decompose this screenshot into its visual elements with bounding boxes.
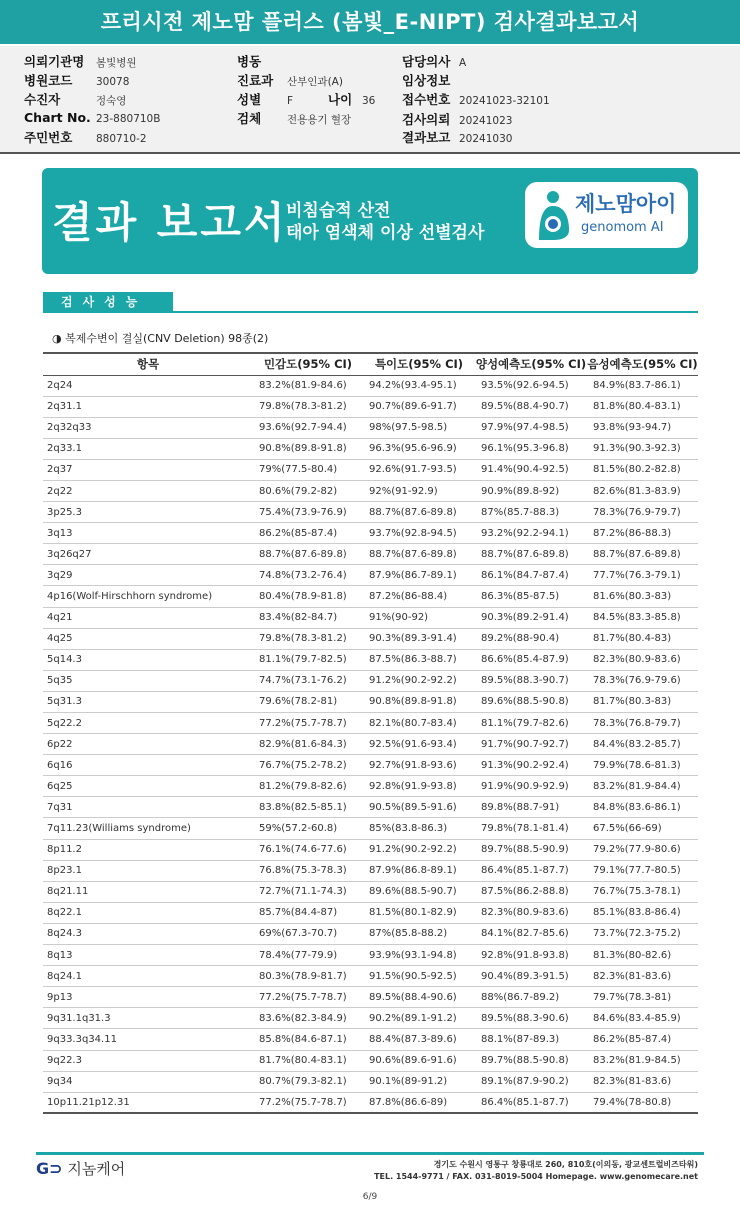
table-row (43, 691, 698, 712)
cell-value: 90.2%(89.1-91.2) (363, 1008, 475, 1029)
cell-value: 94.2%(93.4-95.1) (363, 375, 475, 396)
table-row (43, 1071, 698, 1092)
cell-value: 89.6%(88.5-90.7) (363, 881, 475, 902)
cell-item: 9q22.3 (43, 1050, 253, 1071)
table-row (43, 544, 698, 565)
banner-subtitle (286, 200, 484, 244)
cell-value: 82.3%(80.9-83.6) (587, 649, 698, 670)
cell-value: 69%(67.3-70.7) (253, 923, 363, 944)
banner-title: 결과 보고서 (52, 198, 288, 247)
cell-value: 83.2%(81.9-84.6) (253, 375, 363, 396)
cell-value: 76.8%(75.3-78.3) (253, 860, 363, 881)
cell-value: 96.1%(95.3-96.8) (475, 438, 587, 459)
cell-value: 84.8%(83.6-86.1) (587, 797, 698, 818)
cell-value: 67.5%(66-69) (587, 818, 698, 839)
cell-value: 82.1%(80.7-83.4) (363, 713, 475, 734)
table-row (43, 670, 698, 691)
table-row (43, 734, 698, 755)
table-row (43, 881, 698, 902)
info-value: 20241030 (459, 133, 513, 145)
cell-item: 3q13 (43, 523, 253, 544)
info-value: 880710-2 (96, 133, 147, 145)
cell-value: 82.6%(81.3-83.9) (587, 480, 698, 501)
cell-item: 8q13 (43, 945, 253, 966)
cell-value: 88%(86.7-89.2) (475, 987, 587, 1008)
cell-value: 79.9%(78.6-81.3) (587, 755, 698, 776)
table-row (43, 396, 698, 417)
cell-value: 86.4%(85.1-87.7) (475, 1092, 587, 1113)
info-row-request-date (402, 110, 512, 128)
cell-value: 82.3%(81-83.6) (587, 966, 698, 987)
cell-value: 85%(83.8-86.3) (363, 818, 475, 839)
info-label: 병원코드 (24, 73, 73, 88)
cell-value: 92.5%(91.6-93.4) (363, 734, 475, 755)
cell-value: 81.1%(79.7-82.6) (475, 713, 587, 734)
cell-value: 77.2%(75.7-78.7) (253, 713, 363, 734)
info-value: 산부인과(A) (287, 76, 343, 88)
cell-value: 81.2%(79.8-82.6) (253, 776, 363, 797)
cell-value: 92.8%(91.8-93.8) (475, 945, 587, 966)
info-label: 접수번호 (402, 92, 451, 107)
cell-item: 8q24.3 (43, 923, 253, 944)
cell-value: 87%(85.8-88.2) (363, 923, 475, 944)
cell-value: 83.2%(81.9-84.5) (587, 1050, 698, 1071)
cell-value: 86.6%(85.4-87.9) (475, 649, 587, 670)
cell-value: 89.2%(88-90.4) (475, 628, 587, 649)
cell-value: 74.7%(73.1-76.2) (253, 670, 363, 691)
table-row (43, 713, 698, 734)
cell-value: 88.4%(87.3-89.6) (363, 1029, 475, 1050)
cell-item: 7q11.23(Williams syndrome) (43, 818, 253, 839)
cell-item: 6q25 (43, 776, 253, 797)
cell-item: 4q25 (43, 628, 253, 649)
cell-value: 92.7%(91.8-93.6) (363, 755, 475, 776)
cell-value: 79.7%(78.3-81) (587, 987, 698, 1008)
cell-item: 3q29 (43, 565, 253, 586)
header-specificity: 특이도(95% CI) (363, 353, 475, 375)
cell-item: 4p16(Wolf-Hirschhorn syndrome) (43, 586, 253, 607)
info-label: 성별 (237, 92, 262, 107)
cell-value: 91.9%(90.9-92.9) (475, 776, 587, 797)
cell-value: 97.9%(97.4-98.5) (475, 417, 587, 438)
cell-value: 90.6%(89.6-91.6) (363, 1050, 475, 1071)
cell-value: 89.8%(88.7-91) (475, 797, 587, 818)
table-row (43, 860, 698, 881)
header-npv: 음성예측도(95% CI) (587, 353, 698, 375)
info-row-patient (24, 90, 126, 108)
cell-value: 88.7%(87.6-89.8) (587, 544, 698, 565)
cell-value: 92.8%(91.9-93.8) (363, 776, 475, 797)
banner-subtitle-line2: 태아 염색체 이상 선별검사 (286, 223, 485, 243)
cell-item: 9p13 (43, 987, 253, 1008)
table-row (43, 1092, 698, 1113)
info-value: 전용용기 혈장 (287, 114, 352, 126)
cell-value: 88.7%(87.6-89.8) (475, 544, 587, 565)
info-label: Chart No. (24, 110, 91, 125)
cell-value: 78.3%(76.9-79.7) (587, 502, 698, 523)
cell-item: 6p22 (43, 734, 253, 755)
cell-value: 85.1%(83.8-86.4) (587, 902, 698, 923)
cell-value: 91.3%(90.3-92.3) (587, 438, 698, 459)
cell-item: 10p11.21p12.31 (43, 1092, 253, 1113)
table-row (43, 797, 698, 818)
info-value: 36 (362, 95, 376, 107)
cell-value: 77.2%(75.7-78.7) (253, 987, 363, 1008)
cell-value: 79.2%(77.9-80.6) (587, 839, 698, 860)
cell-item: 2q31.1 (43, 396, 253, 417)
genomom-logo (525, 182, 688, 248)
cell-value: 86.2%(85-87.4) (253, 523, 363, 544)
info-row-age (328, 90, 375, 108)
cell-value: 79.8%(78.1-81.4) (475, 818, 587, 839)
logo-subtext: genomom AI (581, 220, 664, 235)
cell-item: 5q31.3 (43, 691, 253, 712)
table-row (43, 1050, 698, 1071)
info-row-receipt-no (402, 90, 550, 108)
cell-item: 8q22.1 (43, 902, 253, 923)
cell-value: 87.2%(86-88.3) (587, 523, 698, 544)
logo-text: 제노맘아이 (575, 192, 677, 216)
cell-value: 89.7%(88.5-90.8) (475, 1050, 587, 1071)
cell-value: 78.3%(76.9-79.6) (587, 670, 698, 691)
cell-item: 8q21.11 (43, 881, 253, 902)
table-row (43, 438, 698, 459)
cell-value: 88.7%(87.6-89.8) (363, 544, 475, 565)
cell-value: 83.4%(82-84.7) (253, 607, 363, 628)
info-label: 검사의뢰 (402, 112, 451, 127)
cell-value: 81.1%(79.7-82.5) (253, 649, 363, 670)
info-value: 20241023-32101 (459, 95, 550, 107)
cell-value: 87.9%(86.7-89.1) (363, 565, 475, 586)
cell-value: 89.1%(87.9-90.2) (475, 1071, 587, 1092)
cell-item: 5q35 (43, 670, 253, 691)
cell-value: 88.7%(87.6-89.8) (363, 502, 475, 523)
cell-value: 87.8%(86.6-89) (363, 1092, 475, 1113)
table-row (43, 480, 698, 501)
cell-item: 2q24 (43, 375, 253, 396)
info-value: 정숙영 (96, 95, 127, 107)
table-row (43, 417, 698, 438)
info-label: 담당의사 (402, 54, 451, 69)
cell-value: 87.9%(86.8-89.1) (363, 860, 475, 881)
info-label: 나이 (328, 92, 353, 107)
cell-value: 83.6%(82.3-84.9) (253, 1008, 363, 1029)
info-label: 검체 (237, 111, 262, 126)
cell-value: 73.7%(72.3-75.2) (587, 923, 698, 944)
info-row-report-date (402, 128, 512, 146)
cell-value: 76.7%(75.3-78.1) (587, 881, 698, 902)
table-subheading: ◑ 복제수변이 결실(CNV Deletion) 98종(2) (52, 332, 269, 345)
table-row (43, 502, 698, 523)
table-row (43, 628, 698, 649)
cell-item: 2q33.1 (43, 438, 253, 459)
cell-value: 84.6%(83.4-85.9) (587, 1008, 698, 1029)
cell-value: 90.4%(89.3-91.5) (475, 966, 587, 987)
cell-value: 91.4%(90.4-92.5) (475, 459, 587, 480)
cell-value: 91.7%(90.7-92.7) (475, 734, 587, 755)
patient-info-panel (0, 46, 740, 154)
cell-value: 81.7%(80.4-83) (587, 628, 698, 649)
info-label: 결과보고 (402, 130, 451, 145)
cell-value: 81.5%(80.1-82.9) (363, 902, 475, 923)
page-number: 6/9 (362, 1192, 378, 1202)
cell-value: 81.6%(80.3-83) (587, 586, 698, 607)
footer-divider (36, 1152, 704, 1155)
info-row-sex (237, 90, 293, 108)
info-label: 주민번호 (24, 130, 73, 145)
cell-value: 82.3%(81-83.6) (587, 1071, 698, 1092)
table-row (43, 755, 698, 776)
cell-value: 78.3%(76.8-79.7) (587, 713, 698, 734)
cell-item: 6q16 (43, 755, 253, 776)
cell-item: 8p11.2 (43, 839, 253, 860)
table-row (43, 586, 698, 607)
company-name: 지놈케어 (67, 1160, 126, 1178)
cell-value: 74.8%(73.2-76.4) (253, 565, 363, 586)
cell-value: 90.9%(89.8-92) (475, 480, 587, 501)
cell-item: 2q22 (43, 480, 253, 501)
table-row (43, 523, 698, 544)
info-label: 임상정보 (402, 73, 451, 88)
table-row (43, 987, 698, 1008)
header-item: 항목 (43, 353, 253, 375)
cell-value: 93.5%(92.6-94.5) (475, 375, 587, 396)
cell-value: 81.7%(80.4-83.1) (253, 1050, 363, 1071)
performance-table (43, 352, 698, 1114)
cell-value: 79.8%(78.3-81.2) (253, 628, 363, 649)
banner-subtitle-line1: 비침습적 산전 (286, 201, 391, 221)
cell-value: 87.5%(86.3-88.7) (363, 649, 475, 670)
cell-value: 81.3%(80-82.6) (587, 945, 698, 966)
cell-item: 9q34 (43, 1071, 253, 1092)
info-row-department (237, 71, 343, 89)
info-value: A (459, 57, 467, 69)
cell-value: 89.6%(88.5-90.8) (475, 691, 587, 712)
cell-value: 79.1%(77.7-80.5) (587, 860, 698, 881)
cell-value: 72.7%(71.1-74.3) (253, 881, 363, 902)
cell-value: 83.2%(81.9-84.4) (587, 776, 698, 797)
cell-value: 89.5%(88.4-90.7) (475, 396, 587, 417)
info-value: 23-880710B (96, 113, 161, 125)
cell-value: 88.7%(87.6-89.8) (253, 544, 363, 565)
cell-value: 84.5%(83.3-85.8) (587, 607, 698, 628)
cell-value: 87%(85.7-88.3) (475, 502, 587, 523)
cell-item: 9q33.3q34.11 (43, 1029, 253, 1050)
info-row-clinical-info (402, 71, 459, 89)
info-value: F (287, 95, 294, 107)
cell-item: 3p25.3 (43, 502, 253, 523)
cell-value: 75.4%(73.9-76.9) (253, 502, 363, 523)
cell-value: 98%(97.5-98.5) (363, 417, 475, 438)
cell-value: 78.4%(77-79.9) (253, 945, 363, 966)
footer-address-block (374, 1159, 698, 1183)
table-row (43, 923, 698, 944)
info-label: 병동 (237, 54, 262, 69)
table-row (43, 945, 698, 966)
cell-value: 82.3%(80.9-83.6) (475, 902, 587, 923)
cell-value: 88.1%(87-89.3) (475, 1029, 587, 1050)
cell-value: 93.6%(92.7-94.4) (253, 417, 363, 438)
cell-value: 81.5%(80.2-82.8) (587, 459, 698, 480)
cell-value: 79.4%(78-80.8) (587, 1092, 698, 1113)
info-row-hospital-name (24, 52, 137, 70)
table-row (43, 1029, 698, 1050)
cell-item: 8p23.1 (43, 860, 253, 881)
cell-value: 84.4%(83.2-85.7) (587, 734, 698, 755)
table-row (43, 818, 698, 839)
cell-value: 81.8%(80.4-83.1) (587, 396, 698, 417)
cell-value: 86.2%(85-87.4) (587, 1029, 698, 1050)
cell-value: 85.7%(84.4-87) (253, 902, 363, 923)
cell-value: 77.2%(75.7-78.7) (253, 1092, 363, 1113)
cell-value: 80.7%(79.3-82.1) (253, 1071, 363, 1092)
cell-value: 90.3%(89.2-91.4) (475, 607, 587, 628)
report-title: 프리시전 제노맘 플러스 (봄빛_E-NIPT) 검사결과보고서 (0, 0, 740, 44)
cell-value: 79.6%(78.2-81) (253, 691, 363, 712)
cell-value: 83.8%(82.5-85.1) (253, 797, 363, 818)
cell-value: 91.3%(90.2-92.4) (475, 755, 587, 776)
cell-value: 90.5%(89.5-91.6) (363, 797, 475, 818)
cell-value: 87.5%(86.2-88.8) (475, 881, 587, 902)
cell-item: 5q14.3 (43, 649, 253, 670)
info-row-doctor (402, 52, 466, 70)
cell-item: 8q24.1 (43, 966, 253, 987)
cell-value: 80.6%(79.2-82) (253, 480, 363, 501)
cell-value: 93.7%(92.8-94.5) (363, 523, 475, 544)
info-row-ward (237, 52, 287, 70)
cell-value: 89.5%(88.4-90.6) (363, 987, 475, 1008)
header-sensitivity: 민감도(95% CI) (253, 353, 363, 375)
cell-value: 93.9%(93.1-94.8) (363, 945, 475, 966)
cell-item: 5q22.2 (43, 713, 253, 734)
cell-value: 91.2%(90.2-92.2) (363, 839, 475, 860)
info-label: 진료과 (237, 73, 274, 88)
cell-value: 80.4%(78.9-81.8) (253, 586, 363, 607)
info-value: 봄빛병원 (96, 57, 137, 69)
table-row (43, 459, 698, 480)
cell-value: 92%(91-92.9) (363, 480, 475, 501)
cell-value: 77.7%(76.3-79.1) (587, 565, 698, 586)
genomecare-logo-icon: G⊃ (36, 1159, 63, 1178)
cell-value: 93.8%(93-94.7) (587, 417, 698, 438)
header-ppv: 양성예측도(95% CI) (475, 353, 587, 375)
table-row (43, 839, 698, 860)
info-row-chart-no (24, 110, 160, 125)
table-header-row (43, 353, 698, 375)
table-row (43, 1008, 698, 1029)
cell-value: 96.3%(95.6-96.9) (363, 438, 475, 459)
cell-item: 7q31 (43, 797, 253, 818)
table-row (43, 607, 698, 628)
cell-value: 79%(77.5-80.4) (253, 459, 363, 480)
cell-item: 9q31.1q31.3 (43, 1008, 253, 1029)
company-address: 경기도 수원시 영통구 창룡대로 260, 810호(이의동, 광교센트럴비즈타워) (433, 1160, 698, 1169)
footer-company (36, 1158, 125, 1179)
cell-value: 89.7%(88.5-90.9) (475, 839, 587, 860)
cell-value: 90.8%(89.8-91.8) (253, 438, 363, 459)
cell-value: 84.9%(83.7-86.1) (587, 375, 698, 396)
table-row (43, 375, 698, 396)
cell-value: 87.2%(86-88.4) (363, 586, 475, 607)
table-row (43, 902, 698, 923)
cell-value: 80.3%(78.9-81.7) (253, 966, 363, 987)
section-title: 검사성능 (43, 292, 173, 312)
info-value: 20241023 (459, 115, 513, 127)
cell-value: 84.1%(82.7-85.6) (475, 923, 587, 944)
cell-value: 81.7%(80.3-83) (587, 691, 698, 712)
cell-value: 89.5%(88.3-90.7) (475, 670, 587, 691)
cell-value: 90.8%(89.8-91.8) (363, 691, 475, 712)
section-divider (43, 311, 698, 313)
cell-value: 91%(90-92) (363, 607, 475, 628)
cell-value: 76.7%(75.2-78.2) (253, 755, 363, 776)
cell-value: 86.3%(85-87.5) (475, 586, 587, 607)
cell-value: 85.8%(84.6-87.1) (253, 1029, 363, 1050)
info-row-specimen (237, 109, 351, 127)
cell-value: 82.9%(81.6-84.3) (253, 734, 363, 755)
cell-value: 92.6%(91.7-93.5) (363, 459, 475, 480)
cell-value: 90.3%(89.3-91.4) (363, 628, 475, 649)
cell-item: 2q37 (43, 459, 253, 480)
cell-value: 91.2%(90.2-92.2) (363, 670, 475, 691)
info-row-id-number (24, 128, 147, 146)
mother-baby-icon (531, 188, 575, 242)
cell-value: 86.4%(85.1-87.7) (475, 860, 587, 881)
info-value: 30078 (96, 76, 130, 88)
cell-value: 86.1%(84.7-87.4) (475, 565, 587, 586)
table-row (43, 565, 698, 586)
cell-value: 93.2%(92.2-94.1) (475, 523, 587, 544)
cell-value: 90.7%(89.6-91.7) (363, 396, 475, 417)
cell-value: 89.5%(88.3-90.6) (475, 1008, 587, 1029)
cell-value: 59%(57.2-60.8) (253, 818, 363, 839)
cell-value: 79.8%(78.3-81.2) (253, 396, 363, 417)
cell-item: 4q21 (43, 607, 253, 628)
result-banner (42, 168, 698, 274)
cell-value: 90.1%(89-91.2) (363, 1071, 475, 1092)
cell-value: 91.5%(90.5-92.5) (363, 966, 475, 987)
table-row (43, 966, 698, 987)
table-row (43, 776, 698, 797)
cell-value: 76.1%(74.6-77.6) (253, 839, 363, 860)
cell-item: 2q32q33 (43, 417, 253, 438)
info-row-hospital-code (24, 71, 129, 89)
info-label: 수진자 (24, 92, 61, 107)
cell-item: 3q26q27 (43, 544, 253, 565)
table-row (43, 649, 698, 670)
info-label: 의뢰기관명 (24, 54, 85, 69)
company-contact: TEL. 1544-9771 / FAX. 031-8019-5004 Homepage. www.genomecare.net (374, 1172, 698, 1181)
